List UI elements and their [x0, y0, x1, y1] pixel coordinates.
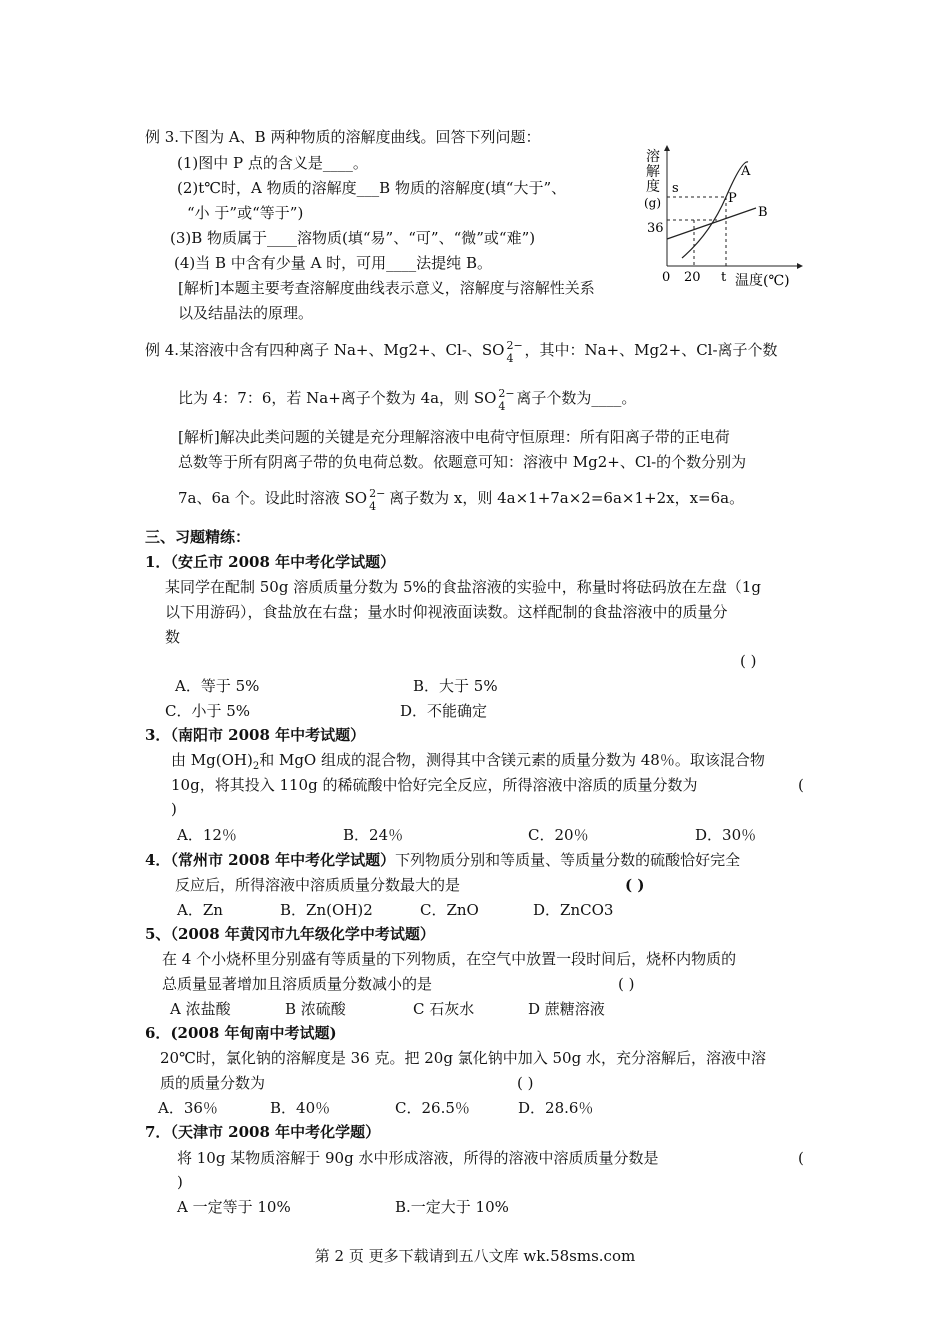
- p3-paren-close: ): [171, 800, 177, 818]
- p5-source: （2008 年黄冈市九年级化学中考试题）: [170, 925, 435, 943]
- p4-text-line2: 反应后，所得溶液中溶质质量分数最大的是: [175, 876, 461, 894]
- p1-text-line3: 数: [165, 628, 181, 646]
- solubility-graph: [640, 144, 810, 292]
- p1-option-b: B．大于 5%: [413, 677, 498, 695]
- p3-option-a: A．12％: [177, 826, 237, 844]
- p5-header: [145, 924, 435, 944]
- p4-num: 4．: [145, 851, 171, 869]
- p5-answer-paren: ( ): [618, 975, 635, 993]
- p5-num: 5、: [145, 925, 171, 943]
- p5-option-a: A 浓盐酸: [170, 1000, 231, 1018]
- ex3-q4: (4)当 B 中含有少量 A 时，可用____法提纯 B。: [174, 254, 492, 272]
- p4-line1: [145, 850, 740, 870]
- ylabel-unit: (g): [644, 196, 662, 210]
- p4-option-c: C．ZnO: [420, 901, 479, 919]
- sulfate-charge-3: 2−: [369, 487, 386, 500]
- ex4-line1-rest: ，其中：Na+、Mg2+、Cl-离子个数: [524, 341, 778, 359]
- ex3-title: 例 3.下图为 A、B 两种物质的溶解度曲线。回答下列问题：: [145, 128, 541, 146]
- p7-source: （天津市 2008 年中考化学题）: [170, 1123, 381, 1141]
- p4-text-line1: 下列物质分别和等质量、等质量分数的硫酸恰好完全: [395, 851, 741, 869]
- p5-option-d: D 蔗糖溶液: [528, 1000, 605, 1018]
- p6-text-line1: 20℃时，氯化钠的溶解度是 36 克。把 20g 氯化钠中加入 50g 水，充分溶解后，溶液中溶: [160, 1049, 766, 1067]
- ylabel-char-1: 溶: [646, 149, 660, 165]
- p4-option-b: B．Zn(OH)2: [280, 901, 373, 919]
- curve-b: [667, 208, 756, 239]
- p5-option-c: C 石灰水: [413, 1000, 475, 1018]
- p6-option-a: A．36％: [158, 1099, 218, 1117]
- p6-option-c: C．26.5％: [395, 1099, 470, 1117]
- sulfate-sub-3: 4: [369, 500, 377, 513]
- p6-option-b: B．40％: [270, 1099, 331, 1117]
- p6-num: 6．: [145, 1024, 171, 1042]
- ex3-q3: (3)B 物质属于____溶物质(填“易”、“可”、“微”或“难”): [170, 229, 536, 247]
- ex4-analysis-line1: [解析]解决此类问题的关键是充分理解溶液中电荷守恒原理：所有阳离子带的正电荷: [178, 428, 730, 446]
- ex3-q1: (1)图中 P 点的含义是____。: [177, 154, 368, 172]
- curve-a: [682, 162, 748, 258]
- p3-text-line1-b: 和 MgO 组成的混合物，测得其中含镁元素的质量分数为 48％。取该混合物: [259, 751, 765, 769]
- ex4-an3-text: 7a、6a 个。设此时溶液 SO: [178, 489, 368, 507]
- p4-option-d: D．ZnCO3: [533, 901, 614, 919]
- p3-subscript: 2: [252, 761, 260, 772]
- p3-text-line1-a: 由 Mg(OH): [171, 751, 253, 769]
- p5-text-line2: 总质量显著增加且溶质质量分数减小的是: [162, 975, 433, 993]
- p1-answer-paren: ( ): [740, 652, 757, 670]
- ex4-analysis-line2: 总数等于所有阴离子带的负电荷总数。依题意可知：溶液中 Mg2+、Cl-的个数分别为: [178, 453, 747, 471]
- p3-header: [145, 725, 365, 745]
- p1-source: （安丘市 2008 年中考化学试题）: [170, 553, 396, 571]
- ex3-analysis-line1: [解析]本题主要考查溶解度曲线表示意义，溶解度与溶解性关系: [178, 279, 595, 297]
- p7-num: 7．: [145, 1123, 171, 1141]
- p7-paren-open: (: [798, 1149, 804, 1167]
- xlabel: 温度(℃): [735, 273, 790, 289]
- ex4-analysis-line3: [178, 487, 745, 513]
- p7-header: [145, 1122, 380, 1142]
- p7-text-line1: 将 10g 某物质溶解于 90g 水中形成溶液，所得的溶液中溶质质量分数是: [177, 1149, 659, 1167]
- p1-option-d: D．不能确定: [400, 702, 488, 720]
- s-label: s: [672, 181, 679, 196]
- p7-option-a: A 一定等于 10%: [177, 1198, 291, 1216]
- p5-text-line1: 在 4 个小烧杯里分别盛有等质量的下列物质，在空气中放置一段时间后，烧杯内物质的: [162, 950, 737, 968]
- y-tick-36: 36: [647, 221, 664, 236]
- p1-text-line2: 以下用游码），食盐放在右盘；量水时仰视液面读数。这样配制的食盐溶液中的质量分: [165, 603, 728, 621]
- p4-option-a: A．Zn: [177, 901, 223, 919]
- p4-answer-paren: ( ): [625, 876, 645, 894]
- p5-option-b: B 浓硫酸: [285, 1000, 346, 1018]
- p3-num: 3．: [145, 726, 171, 744]
- x-tick-t: t: [721, 270, 727, 285]
- curve-b-label: B: [758, 205, 768, 220]
- origin-label: 0: [662, 270, 671, 285]
- p1-num: 1．: [145, 553, 171, 571]
- sulfate-sub-1: 4: [506, 352, 514, 365]
- p1-option-c: C．小于 5%: [165, 702, 251, 720]
- sulfate-sub-2: 4: [498, 400, 506, 413]
- p6-text-line2: 质的质量分数为: [160, 1074, 266, 1092]
- ex3-q2-line2: “小 于”或“等于”): [187, 204, 304, 222]
- sulfate-charge-2: 2−: [498, 387, 515, 400]
- p6-header: [145, 1023, 337, 1043]
- section-title: 三、习题精练：: [145, 528, 251, 546]
- page-footer: 第 2 页 更多下载请到五八文库 wk.58sms.com: [314, 1247, 636, 1265]
- ex4-line1: [145, 339, 778, 365]
- p7-option-b: B.一定大于 10%: [395, 1198, 509, 1216]
- p6-source: (2008 年甸南中考试题): [170, 1024, 337, 1042]
- point-p-label: P: [728, 191, 737, 206]
- ex4-line2-text: 比为 4：7：6，若 Na+离子个数为 4a，则 SO: [178, 389, 497, 407]
- p3-option-d: D．30％: [695, 826, 757, 844]
- curve-a-label: A: [741, 164, 751, 179]
- p3-text-line2: 10g，将其投入 110g 的稀硫酸中恰好完全反应，所得溶液中溶质的质量分数为: [171, 776, 698, 794]
- p1-option-a: A．等于 5%: [175, 677, 260, 695]
- p3-source: （南阳市 2008 年中考试题）: [170, 726, 366, 744]
- p3-paren-open: (: [798, 776, 804, 794]
- p3-option-c: C．20％: [528, 826, 589, 844]
- ex4-line1-text: 例 4.某溶液中含有四种离子 Na+、Mg2+、Cl-、SO: [145, 341, 505, 359]
- ex3-q2-line1: (2)t℃时，A 物质的溶解度___B 物质的溶解度(填“大于”、: [177, 179, 567, 197]
- sulfate-charge-1: 2−: [506, 339, 523, 352]
- p3-text-line1: [171, 750, 765, 773]
- ex4-an3-rest: 离子数为 x，则 4a×1+7a×2=6a×1+2x，x=6a。: [389, 489, 745, 507]
- ex4-line2-rest: 离子个数为____。: [516, 389, 637, 407]
- p7-paren-close: ): [177, 1173, 183, 1191]
- ylabel-char-2: 解: [646, 164, 660, 180]
- x-tick-20: 20: [684, 270, 701, 285]
- p4-source: （常州市 2008 年中考化学试题）: [170, 851, 396, 869]
- ex3-analysis-line2: 以及结晶法的原理。: [178, 304, 314, 322]
- p6-answer-paren: ( ): [517, 1074, 534, 1092]
- p6-option-d: D．28.6％: [518, 1099, 594, 1117]
- p3-option-b: B．24％: [343, 826, 404, 844]
- p1-header: [145, 552, 395, 572]
- ex4-line2: [178, 387, 637, 413]
- p1-text-line1: 某同学在配制 50g 溶质质量分数为 5%的食盐溶液的实验中，称量时将砝码放在左盘（1g: [165, 578, 761, 596]
- ylabel-char-3: 度: [646, 179, 660, 195]
